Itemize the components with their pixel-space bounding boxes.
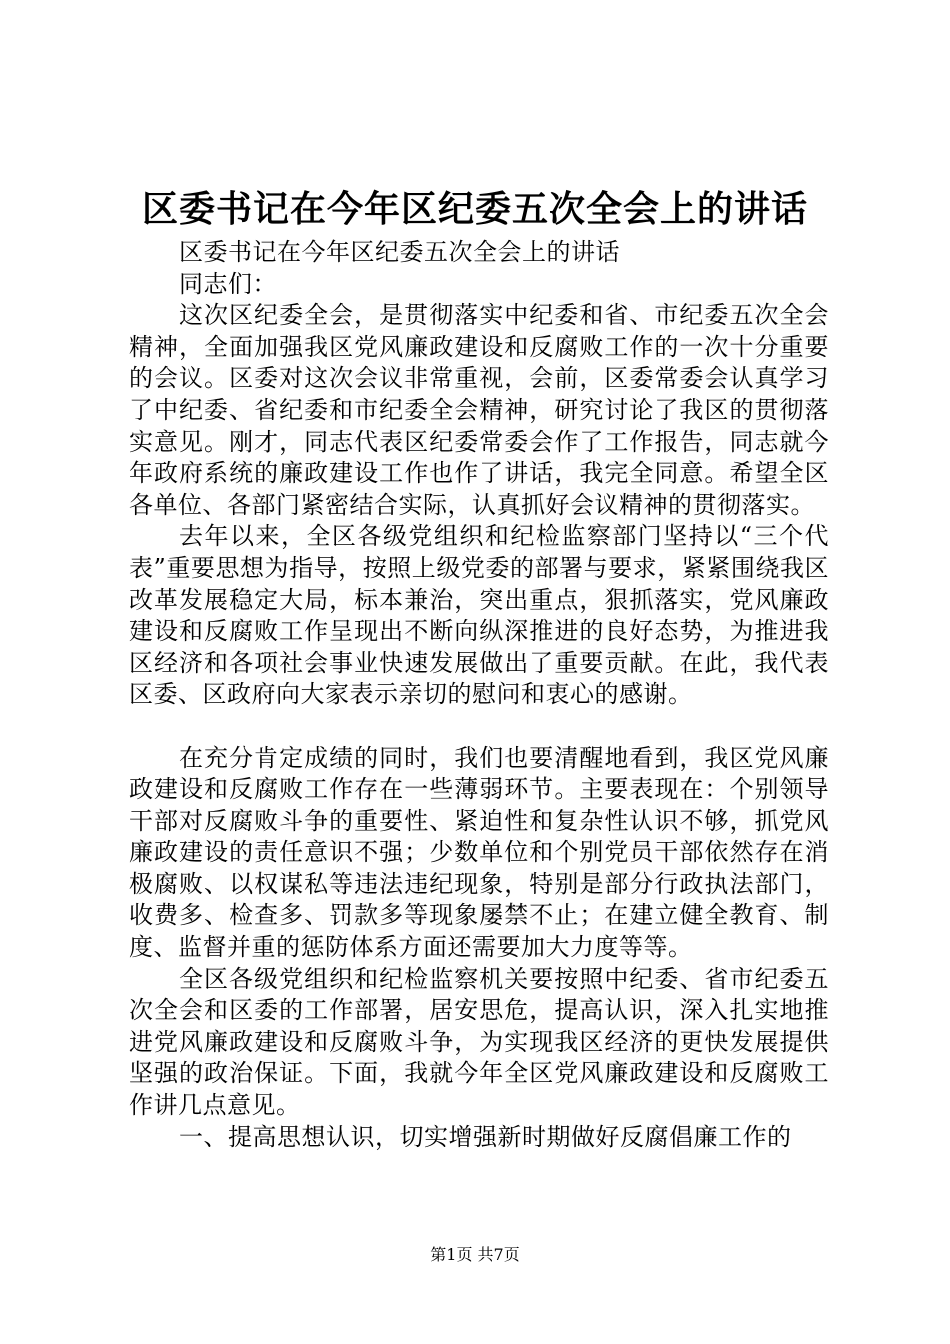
document-body: [129, 237, 829, 1153]
paragraph: 在充分肯定成绩的同时，我们也要清醒地看到，我区党风廉政建设和反腐败工作存在一些薄弱环节。主要表现在：个别领导干部对反腐败斗争的重要性、紧迫性和复杂性认识不够，抓党风廉政建设的责任意识不强；少数单位和个别党员干部依然存在消极腐败、以权谋私等违法违纪现象，特别是部分行政执法部门，收费多、检查多、罚款多等现象屡禁不止；在建立健全教育、制度、监督并重的惩防体系方面还需要加大力度等等。: [129, 743, 829, 962]
paragraph: 全区各级党组织和纪检监察机关要按照中纪委、省市纪委五次全会和区委的工作部署，居安思危，提高认识，深入扎实地推进党风廉政建设和反腐败斗争，为实现我区经济的更快发展提供坚强的政治保证。下面，我就今年全区党风廉政建设和反腐败工作讲几点意见。: [129, 964, 829, 1120]
document-title: 区委书记在今年区纪委五次全会上的讲话: [141, 188, 808, 230]
salutation: 同志们：: [179, 269, 277, 298]
section-heading: 一、提高思想认识，切实增强新时期做好反腐倡廉工作的: [179, 1122, 792, 1151]
subtitle-line: 区委书记在今年区纪委五次全会上的讲话: [179, 238, 620, 266]
paragraph: 这次区纪委全会，是贯彻落实中纪委和省、市纪委五次全会精神，全面加强我区党风廉政建设和反腐败工作的一次十分重要的会议。区委对这次会议非常重视，会前，区委常委会认真学习了中纪委、省纪委和市纪委全会精神，研究讨论了我区的贯彻落实意见。刚才，同志代表区纪委常委会作了工作报告，同志就今年政府系统的廉政建设工作也作了讲话，我完全同意。希望全区各单位、各部门紧密结合实际，认真抓好会议精神的贯彻落实。: [129, 301, 829, 519]
paragraph: 去年以来，全区各级党组织和纪检监察部门坚持以“三个代表”重要思想为指导，按照上级党委的部署与要求，紧紧围绕我区改革发展稳定大局，标本兼治，突出重点，狠抓落实，党风廉政建设和反腐败工作呈现出不断向纵深推进的良好态势，为推进我区经济和各项社会事业快速发展做出了重要贡献。在此，我代表区委、区政府向大家表示亲切的慰问和衷心的感谢。: [129, 522, 829, 709]
page-number-footer: 第1页 共7页: [430, 1245, 520, 1264]
